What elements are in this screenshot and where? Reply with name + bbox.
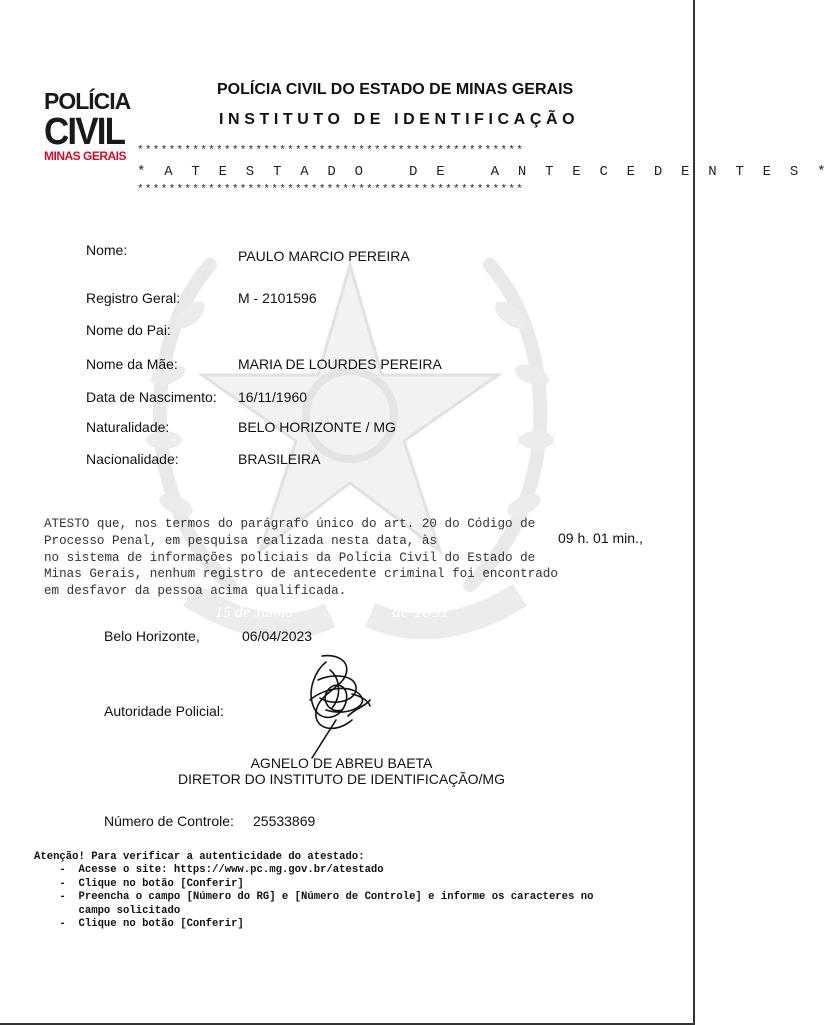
nacionalidade-value: BRASILEIRA	[238, 451, 321, 467]
verification-instructions: Atenção! Para verificar a autenticidade do atestado: - Acesse o site: https://www.pc.mg.gov.br/atestado - Clique no botão [Conferir] - Preencha o campo [Número do RG] e [Número de Controle] e informe os caracteres no campo solicitado - Clique no botão [Conferir]	[34, 851, 594, 931]
logo-line-civil: CIVIL	[44, 111, 125, 153]
logo-line-policia: POLÍCIA	[44, 88, 131, 114]
nacionalidade-label: Nacionalidade:	[86, 451, 179, 467]
institution-title: POLÍCIA CIVIL DO ESTADO DE MINAS GERAIS	[217, 81, 574, 98]
naturalidade-label: Naturalidade:	[86, 419, 170, 435]
statement-paragraph: ATESTO que, nos termos do parágrafo único do art. 20 do Código de Processo Penal, em pesquisa realizada nesta data, às no sistema de informações policiais da Polícia Civil do Estado de Minas Gerais, nenhum registro de antecedente criminal foi encontrado em desfavor da pessoa acima qualificada.	[44, 517, 558, 599]
authority-name: AGNELO DE ABREU BAETA	[250, 755, 433, 771]
nome-mae-value: MARIA DE LOURDES PEREIRA	[238, 356, 442, 372]
data-nascimento-value: 16/11/1960	[238, 389, 308, 405]
watermark-left-text: 15 de Junho	[215, 604, 294, 621]
issue-date: 06/04/2023	[242, 628, 313, 644]
control-number-label: Número de Controle:	[104, 813, 234, 829]
authority-title: DIRETOR DO INSTITUTO DE IDENTIFICAÇÃO/MG	[178, 771, 505, 787]
authority-label: Autoridade Policial:	[104, 703, 224, 719]
institute-subtitle: INSTITUTO DE IDENTIFICAÇÃO	[219, 111, 580, 128]
registro-geral-value: M - 2101596	[238, 290, 317, 306]
nome-label: Nome:	[86, 242, 128, 258]
page-edge-right	[693, 0, 695, 1025]
control-number-value: 25533869	[253, 813, 316, 829]
document-title: * A T E S T A D O D E A N T E C E D E N T E S *	[137, 164, 831, 180]
registro-geral-label: Registro Geral:	[86, 290, 181, 306]
nome-pai-label: Nome do Pai:	[86, 322, 171, 338]
city-label: Belo Horizonte,	[104, 628, 200, 644]
stars-divider-top: *************************************************	[137, 145, 525, 157]
statement-time: 09 h. 01 min.,	[558, 530, 643, 546]
stars-divider-bottom: *************************************************	[137, 184, 525, 196]
logo-line-minas-gerais: MINAS GERAIS	[44, 149, 127, 163]
nome-mae-label: Nome da Mãe:	[86, 356, 178, 372]
data-nascimento-label: Data de Nascimento:	[86, 389, 217, 405]
nome-value: PAULO MARCIO PEREIRA	[238, 248, 410, 264]
signature	[296, 650, 376, 760]
naturalidade-value: BELO HORIZONTE / MG	[238, 419, 396, 435]
watermark-right-text: de 1891	[392, 601, 450, 621]
